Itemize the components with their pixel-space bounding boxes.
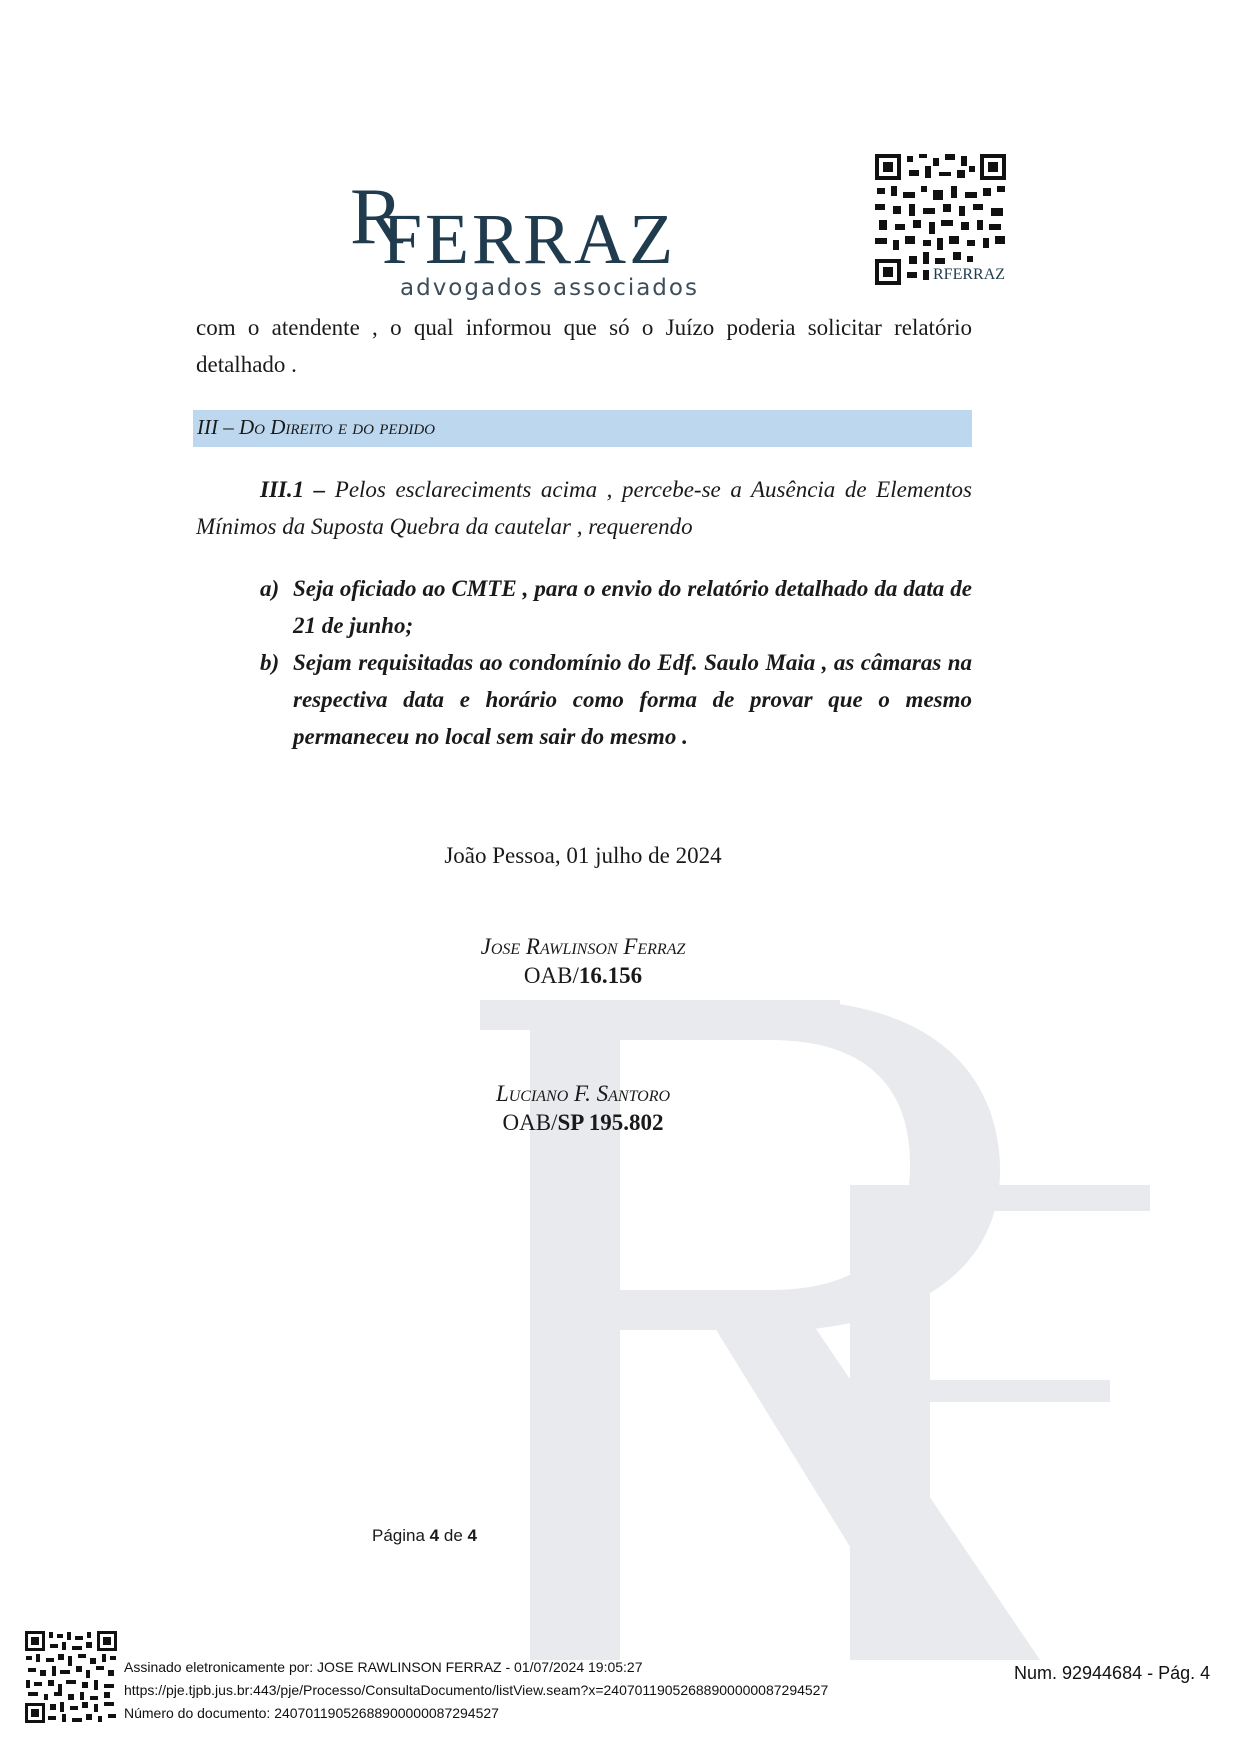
- signatory-oab: OAB/SP 195.802: [502, 1110, 664, 1135]
- signatory-name: Luciano F. Santoro: [495, 1081, 671, 1106]
- request-item-b: [260, 644, 972, 755]
- item-text: Seja oficiado ao CMTE , para o envio do relatório detalhado da data de 21 de junho;: [293, 576, 972, 638]
- section-heading: [193, 410, 972, 447]
- num-page-label: Num. 92944684 - Pág. 4: [1014, 1663, 1211, 1683]
- signatory-name: Jose Rawlinson Ferraz: [480, 934, 686, 959]
- signed-by-text: Assinado eletronicamente por: JOSE RAWLINSON FERRAZ - 01/07/2024 19:05:27: [124, 1659, 643, 1675]
- item-label: b): [260, 650, 280, 675]
- signatory-oab: OAB/16.156: [523, 963, 643, 988]
- paragraph-text: Pelos esclareciments acima , percebe-se a Ausência de Elementos Mínimos da Suposta Quebra da cautelar , requerendo: [196, 477, 972, 539]
- item-text: Sejam requisitadas ao condomínio do Edf. Saulo Maia , as câmaras na respectiva data e horário como forma de provar que o mesmo permaneceu no local sem sair do mesmo .: [293, 650, 972, 749]
- document-url[interactable]: https://pje.tjpb.jus.br:443/pje/Processo/ConsultaDocumento/listView.seam?x=24070119052688900000087294527: [124, 1682, 829, 1698]
- logo-mark: [350, 175, 730, 270]
- section-heading-text: III – Do Direito e do pedido: [197, 415, 436, 439]
- logo-letter-r: R: [350, 175, 404, 261]
- continued-paragraph: com o atendente , o qual informou que só o Juízo poderia solicitar relatório detalhado .: [196, 315, 972, 377]
- place-date: João Pessoa, 01 julho de 2024: [444, 843, 722, 868]
- item-label: a): [260, 576, 280, 601]
- qr-code-icon: [873, 152, 1008, 287]
- qr-code-icon: [24, 1630, 118, 1724]
- page-number: Página 4 de 4: [372, 1526, 477, 1545]
- paragraph-lead: III.1 –: [260, 477, 335, 502]
- request-item-a: [260, 570, 972, 644]
- logo-name: FERRAZ: [382, 199, 677, 270]
- firm-logo: [350, 175, 730, 305]
- qr-caption: RFERRAZ: [933, 266, 1006, 283]
- logo-tagline: advogados associados: [400, 275, 699, 301]
- paragraph-iii1: [196, 471, 972, 545]
- document-number: Número do documento: 24070119052688900000087294527: [124, 1705, 499, 1721]
